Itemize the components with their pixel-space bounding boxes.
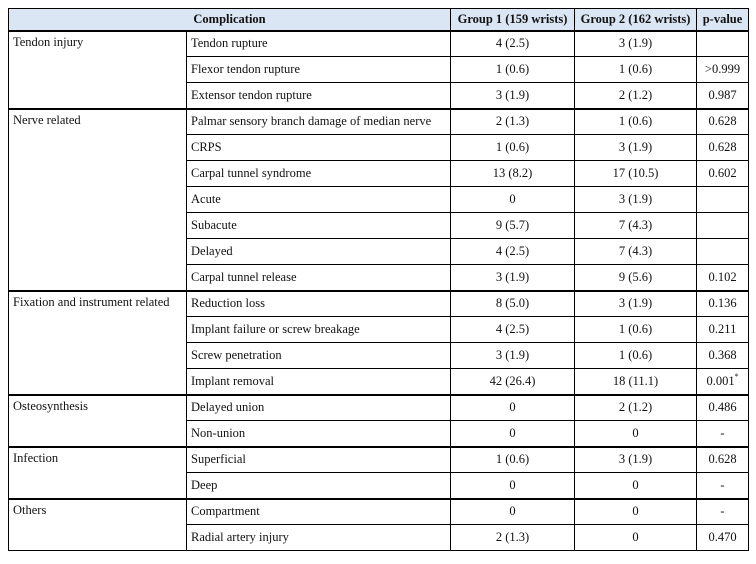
group2-value-text: 0 [632, 425, 639, 440]
complication-text: Flexor tendon rupture [191, 62, 301, 76]
group1-value-text: 4 (2.5) [495, 322, 530, 336]
group2-value-cell [575, 135, 697, 161]
group2-value-cell [575, 109, 697, 135]
pvalue-text: 0.486 [708, 400, 737, 415]
pvalue-text: - [720, 477, 725, 492]
table-row [9, 291, 749, 317]
group2-value-cell [575, 213, 697, 239]
group2-value-text: 2 (1.2) [618, 400, 653, 415]
complication-cell [187, 265, 451, 291]
complication-text: Delayed union [191, 400, 265, 415]
header-group2: Group 2 (162 wrists) [575, 9, 697, 31]
table-row [9, 499, 749, 525]
group2-value-text: 1 (0.6) [618, 348, 653, 362]
group1-value-text: 1 (0.6) [495, 62, 530, 76]
group2-value-cell [575, 343, 697, 369]
pvalue-cell [697, 187, 749, 213]
group2-value-text: 0 [632, 504, 639, 519]
pvalue-cell [697, 109, 749, 135]
pvalue-cell [697, 265, 749, 291]
group2-value-text: 18 (11.1) [612, 373, 659, 388]
group1-value-text: 3 (1.9) [495, 348, 530, 362]
group2-value-cell [575, 83, 697, 109]
complication-cell [187, 343, 451, 369]
complication-text: Tendon rupture [191, 36, 268, 51]
group1-value-text: 3 (1.9) [495, 87, 530, 102]
pvalue-cell [697, 239, 749, 265]
group2-value-cell [575, 239, 697, 265]
complication-text: Compartment [191, 504, 260, 519]
pvalue-cell [697, 421, 749, 447]
group2-value-text: 0 [632, 477, 639, 492]
group2-value-text: 17 (10.5) [612, 166, 659, 180]
group1-value-text: 13 (8.2) [492, 166, 533, 180]
group1-value-cell [451, 109, 575, 135]
category-cell: Others [9, 499, 187, 551]
header-row [9, 9, 749, 31]
group1-value-cell [451, 317, 575, 343]
category-cell: Infection [9, 447, 187, 499]
group1-value-cell [451, 499, 575, 525]
group2-value-cell [575, 161, 697, 187]
complication-cell [187, 525, 451, 551]
group1-value-text: 2 (1.3) [495, 530, 530, 544]
complication-text: Palmar sensory branch damage of median nerve [191, 114, 432, 129]
complication-cell [187, 421, 451, 447]
group1-value-text: 1 (0.6) [495, 452, 530, 467]
group2-value-text: 1 (0.6) [618, 62, 653, 76]
complication-cell [187, 395, 451, 421]
pvalue-cell [697, 369, 749, 395]
group1-value-cell [451, 421, 575, 447]
complication-cell [187, 31, 451, 57]
group1-value-text: 9 (5.7) [495, 218, 530, 232]
complication-text: CRPS [191, 140, 222, 154]
pvalue-cell [697, 343, 749, 369]
header-group1: Group 1 (159 wrists) [451, 9, 575, 31]
category-cell: Tendon injury [9, 31, 187, 109]
group1-value-text: 0 [509, 400, 516, 415]
complication-text: Deep [191, 477, 218, 492]
table-row [9, 31, 749, 57]
group1-value-text: 8 (5.0) [495, 296, 530, 311]
category-cell: Nerve related [9, 109, 187, 291]
pvalue-text: 0.136 [708, 296, 737, 311]
pvalue-text: 0.628 [708, 140, 737, 154]
group2-value-cell [575, 525, 697, 551]
category-cell: Osteosynthesis [9, 395, 187, 447]
group2-value-cell [575, 265, 697, 291]
pvalue-cell [697, 31, 749, 57]
group1-value-cell [451, 525, 575, 551]
pvalue-cell [697, 499, 749, 525]
group1-value-text: 4 (2.5) [495, 36, 530, 51]
complication-text: Delayed [191, 244, 233, 258]
group2-value-text: 1 (0.6) [618, 322, 653, 336]
group1-value-cell [451, 31, 575, 57]
pvalue-cell [697, 161, 749, 187]
group1-value-cell [451, 187, 575, 213]
pvalue-text: 0.102 [708, 269, 737, 284]
group1-value-text: 0 [509, 425, 516, 440]
complication-cell [187, 213, 451, 239]
table-body [9, 31, 749, 551]
group1-value-cell [451, 343, 575, 369]
significance-marker: * [734, 371, 739, 381]
group2-value-cell [575, 369, 697, 395]
pvalue-text: 0.628 [708, 114, 737, 129]
pvalue-cell [697, 83, 749, 109]
complication-cell [187, 447, 451, 473]
group2-value-cell [575, 57, 697, 83]
group1-value-cell [451, 161, 575, 187]
pvalue-cell [697, 135, 749, 161]
complication-cell [187, 317, 451, 343]
group2-value-text: 1 (0.6) [618, 114, 653, 129]
pvalue-text: 0.470 [708, 530, 737, 544]
pvalue-text: >0.999 [704, 62, 741, 76]
complication-cell [187, 239, 451, 265]
header-pvalue: p-value [697, 9, 749, 31]
pvalue-cell [697, 395, 749, 421]
pvalue-cell [697, 291, 749, 317]
complication-text: Subacute [191, 218, 237, 232]
group1-value-cell [451, 239, 575, 265]
complication-text: Implant removal [191, 373, 274, 388]
pvalue-cell [697, 525, 749, 551]
complication-text: Reduction loss [191, 296, 265, 311]
complication-cell [187, 369, 451, 395]
group2-value-cell [575, 31, 697, 57]
group1-value-cell [451, 57, 575, 83]
group1-value-cell [451, 265, 575, 291]
group2-value-text: 7 (4.3) [618, 218, 653, 232]
group1-value-cell [451, 83, 575, 109]
group2-value-cell [575, 395, 697, 421]
pvalue-cell [697, 213, 749, 239]
pvalue-text: 0.001 [706, 373, 735, 388]
group1-value-cell [451, 291, 575, 317]
complication-cell [187, 291, 451, 317]
complication-cell [187, 161, 451, 187]
table-row [9, 109, 749, 135]
complication-text: Screw penetration [191, 348, 282, 362]
group1-value-text: 1 (0.6) [495, 140, 530, 154]
complication-text: Superficial [191, 452, 246, 467]
group1-value-text: 0 [509, 477, 516, 492]
complication-text: Non-union [191, 425, 246, 440]
complication-text: Carpal tunnel release [191, 269, 297, 284]
category-cell: Fixation and instrument related [9, 291, 187, 395]
group2-value-text: 3 (1.9) [618, 192, 653, 206]
complication-cell [187, 57, 451, 83]
pvalue-text: 0.211 [708, 322, 737, 336]
complication-text: Implant failure or screw breakage [191, 322, 360, 336]
pvalue-text: 0.368 [708, 348, 737, 362]
pvalue-text: - [720, 425, 725, 440]
pvalue-text: 0.628 [708, 452, 737, 467]
group1-value-text: 2 (1.3) [495, 114, 530, 129]
group1-value-cell [451, 135, 575, 161]
complication-cell [187, 83, 451, 109]
complication-cell [187, 499, 451, 525]
pvalue-text: 0.987 [708, 87, 737, 102]
group2-value-cell [575, 291, 697, 317]
pvalue-text: - [720, 504, 725, 519]
group1-value-cell [451, 447, 575, 473]
pvalue-cell [697, 317, 749, 343]
header-complication: Complication [9, 9, 451, 31]
group1-value-text: 4 (2.5) [495, 244, 530, 258]
group2-value-text: 3 (1.9) [618, 452, 653, 467]
complication-text: Radial artery injury [191, 530, 289, 544]
group2-value-text: 7 (4.3) [618, 244, 653, 258]
group2-value-text: 3 (1.9) [618, 140, 653, 154]
group2-value-cell [575, 187, 697, 213]
group1-value-text: 3 (1.9) [495, 269, 530, 284]
group1-value-text: 42 (26.4) [489, 373, 536, 388]
group2-value-cell [575, 421, 697, 447]
group2-value-text: 3 (1.9) [618, 36, 653, 51]
pvalue-cell [697, 57, 749, 83]
pvalue-cell [697, 473, 749, 499]
group1-value-text: 0 [509, 504, 516, 519]
pvalue-cell [697, 447, 749, 473]
group2-value-text: 3 (1.9) [618, 296, 653, 311]
group2-value-text: 0 [632, 530, 639, 544]
table-row [9, 395, 749, 421]
complication-text: Extensor tendon rupture [191, 87, 312, 102]
group1-value-cell [451, 473, 575, 499]
group2-value-text: 9 (5.6) [618, 269, 653, 284]
group1-value-cell [451, 395, 575, 421]
group2-value-cell [575, 447, 697, 473]
table-row [9, 447, 749, 473]
group2-value-cell [575, 473, 697, 499]
group1-value-cell [451, 213, 575, 239]
complication-cell [187, 473, 451, 499]
group2-value-cell [575, 317, 697, 343]
group1-value-text: 0 [509, 192, 516, 206]
group2-value-text: 2 (1.2) [618, 87, 653, 102]
complication-cell [187, 187, 451, 213]
complication-cell [187, 135, 451, 161]
pvalue-text: 0.602 [708, 166, 737, 180]
complication-cell [187, 109, 451, 135]
group1-value-cell [451, 369, 575, 395]
complications-table [8, 8, 749, 551]
group2-value-cell [575, 499, 697, 525]
complication-text: Acute [191, 192, 221, 206]
complication-text: Carpal tunnel syndrome [191, 166, 312, 180]
